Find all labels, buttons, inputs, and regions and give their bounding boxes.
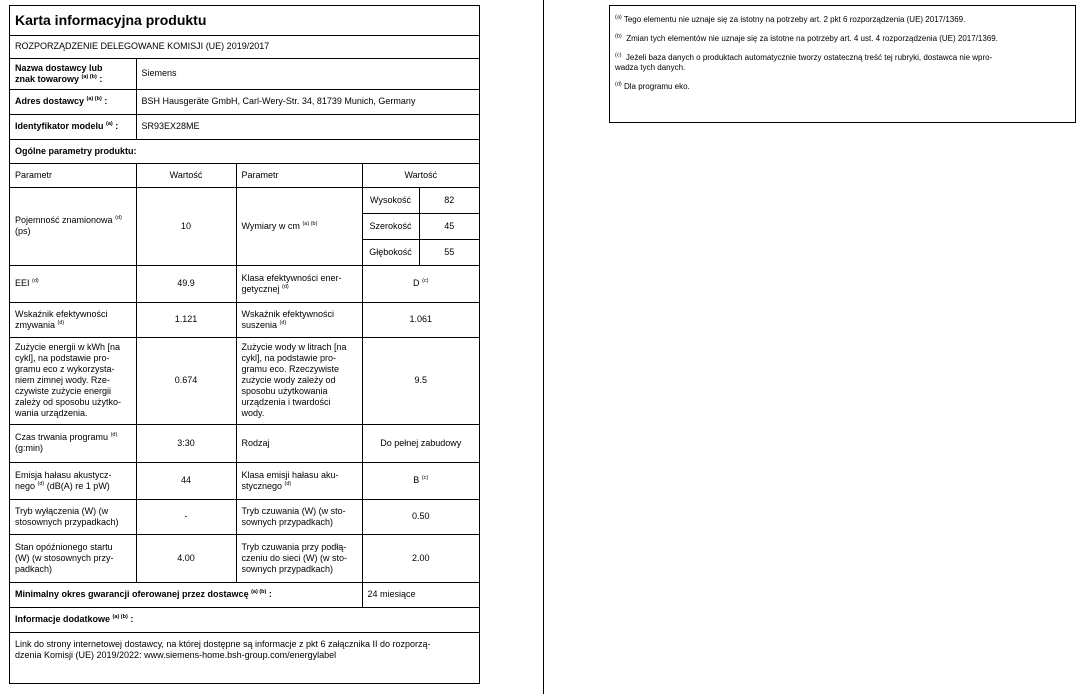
warranty-value: 24 miesiące bbox=[362, 582, 479, 607]
type-value: Do pełnej zabudowy bbox=[362, 424, 479, 462]
supplier-address-value: BSH Hausgeräte GmbH, Carl-Wery-Str. 34, 81739 Munich, Germany bbox=[136, 89, 479, 114]
warranty-label: Minimalny okres gwarancji oferowanej przez dostawcę $^{(a) (b)}$ : bbox=[10, 582, 362, 607]
width-label: Szerokość bbox=[362, 213, 419, 239]
drying-index-label: Wskaźnik efektywności suszenia $^{(d)}$ bbox=[236, 302, 362, 337]
height-label: Wysokość bbox=[362, 187, 419, 213]
type-label: Rodzaj bbox=[236, 424, 362, 462]
supplier-name-label: Nazwa dostawcy lub znak towarowy $^{(a) (b)}$ : bbox=[10, 58, 136, 89]
drying-index-value: 1.061 bbox=[362, 302, 479, 337]
col-header-param-2: Parametr bbox=[236, 163, 362, 187]
supplier-name-value: Siemens bbox=[136, 58, 479, 89]
duration-label: Czas trwania programu $^{(d)}$ (g:min) bbox=[10, 424, 136, 462]
page-divider bbox=[543, 0, 544, 694]
energy-use-label: Zużycie energii w kWh [na cykl], na podstawie pro- gramu eco z wykorzysta- niem zimnej wody. Rze- czywiste zużycie energii zależy od sposobu użytko- wania urządzenia. bbox=[10, 337, 136, 424]
footnote-d: $^{(d)}$ Dla programu eko. bbox=[615, 81, 690, 91]
additional-info-label: Informacje dodatkowe $^{(a) (b)}$ : bbox=[10, 607, 479, 632]
general-params-header: Ogólne parametry produktu: bbox=[10, 139, 479, 163]
dimensions-label: Wymiary w cm $^{(a) (b)}$ bbox=[236, 187, 362, 265]
noise-class-label: Klasa emisji hałasu aku- stycznego $^{(d)}$ bbox=[236, 462, 362, 499]
col-header-param-1: Parametr bbox=[10, 163, 136, 187]
footnote-b: $^{(b)}$ Zmian tych elementów nie uznaje się za istotne na potrzeby art. 4 ust. 4 rozporządzenia (UE) 2017/1369. bbox=[615, 33, 998, 43]
energy-use-value: 0.674 bbox=[136, 337, 236, 424]
height-value: 82 bbox=[419, 187, 479, 213]
off-mode-value: - bbox=[136, 499, 236, 534]
footnote-c: $^{(c)}$ Jeżeli baza danych o produktach automatycznie tworzy ostateczną treść tej rubryki, dostawca nie wpro- wadza tych danych. bbox=[615, 52, 993, 72]
depth-value: 55 bbox=[419, 239, 479, 265]
col-header-value-2: Wartość bbox=[362, 163, 479, 187]
model-id-label: Identyfikator modelu $^{(a)}$ : bbox=[10, 114, 136, 139]
noise-class-value: B $^{(c)}$ bbox=[362, 462, 479, 499]
additional-info-text: Link do strony internetowej dostawcy, na której dostępne są informacje z pkt 6 załącznika II do rozporzą- dzenia Komisji (UE) 2019/2022: www.siemens-home.bsh-group.com/energylabel bbox=[10, 632, 479, 668]
standby-value: 0.50 bbox=[362, 499, 479, 534]
standby-label: Tryb czuwania (W) (w sto- sownych przypadkach) bbox=[236, 499, 362, 534]
footnote-a: $^{(a)}$ Tego elementu nie uznaje się za istotny na potrzeby art. 2 pkt 6 rozporządzenia (UE) 2017/1369. bbox=[615, 14, 966, 24]
energy-class-value: D $^{(c)}$ bbox=[362, 265, 479, 302]
capacity-value: 10 bbox=[136, 187, 236, 265]
duration-value: 3:30 bbox=[136, 424, 236, 462]
supplier-address-label: Adres dostawcy $^{(a) (b)}$ : bbox=[10, 89, 136, 114]
cleaning-index-label: Wskaźnik efektywności zmywania $^{(d)}$ bbox=[10, 302, 136, 337]
product-info-table bbox=[10, 6, 479, 668]
sheet-title: Karta informacyjna produktu bbox=[10, 6, 479, 35]
model-id-value: SR93EX28ME bbox=[136, 114, 479, 139]
noise-value: 44 bbox=[136, 462, 236, 499]
networked-standby-label: Tryb czuwania przy podłą- czeniu do sieci (W) (w sto- sownych przypadkach) bbox=[236, 534, 362, 582]
delay-start-value: 4.00 bbox=[136, 534, 236, 582]
product-info-sheet bbox=[9, 5, 480, 684]
water-use-value: 9.5 bbox=[362, 337, 479, 424]
depth-label: Głębokość bbox=[362, 239, 419, 265]
water-use-label: Zużycie wody w litrach [na cykl], na podstawie pro- gramu eco. Rzeczywiste zużycie wody zależy od sposobu użytkowania urządzenia i twardości wody. bbox=[236, 337, 362, 424]
regulation-text: ROZPORZĄDZENIE DELEGOWANE KOMISJI (UE) 2019/2017 bbox=[10, 35, 479, 58]
width-value: 45 bbox=[419, 213, 479, 239]
capacity-label: Pojemność znamionowa $^{(d)}$ (ps) bbox=[10, 187, 136, 265]
noise-label: Emisja hałasu akustycz- nego $^{(d)}$ (dB(A) re 1 pW) bbox=[10, 462, 136, 499]
eei-label: EEI $^{(d)}$ bbox=[10, 265, 136, 302]
footnotes-box bbox=[609, 5, 1076, 123]
eei-value: 49.9 bbox=[136, 265, 236, 302]
col-header-value-1: Wartość bbox=[136, 163, 236, 187]
energy-class-label: Klasa efektywności ener- getycznej $^{(d)}$ bbox=[236, 265, 362, 302]
cleaning-index-value: 1.121 bbox=[136, 302, 236, 337]
networked-standby-value: 2.00 bbox=[362, 534, 479, 582]
off-mode-label: Tryb wyłączenia (W) (w stosownych przypadkach) bbox=[10, 499, 136, 534]
delay-start-label: Stan opóźnionego startu (W) (w stosownych przy- padkach) bbox=[10, 534, 136, 582]
